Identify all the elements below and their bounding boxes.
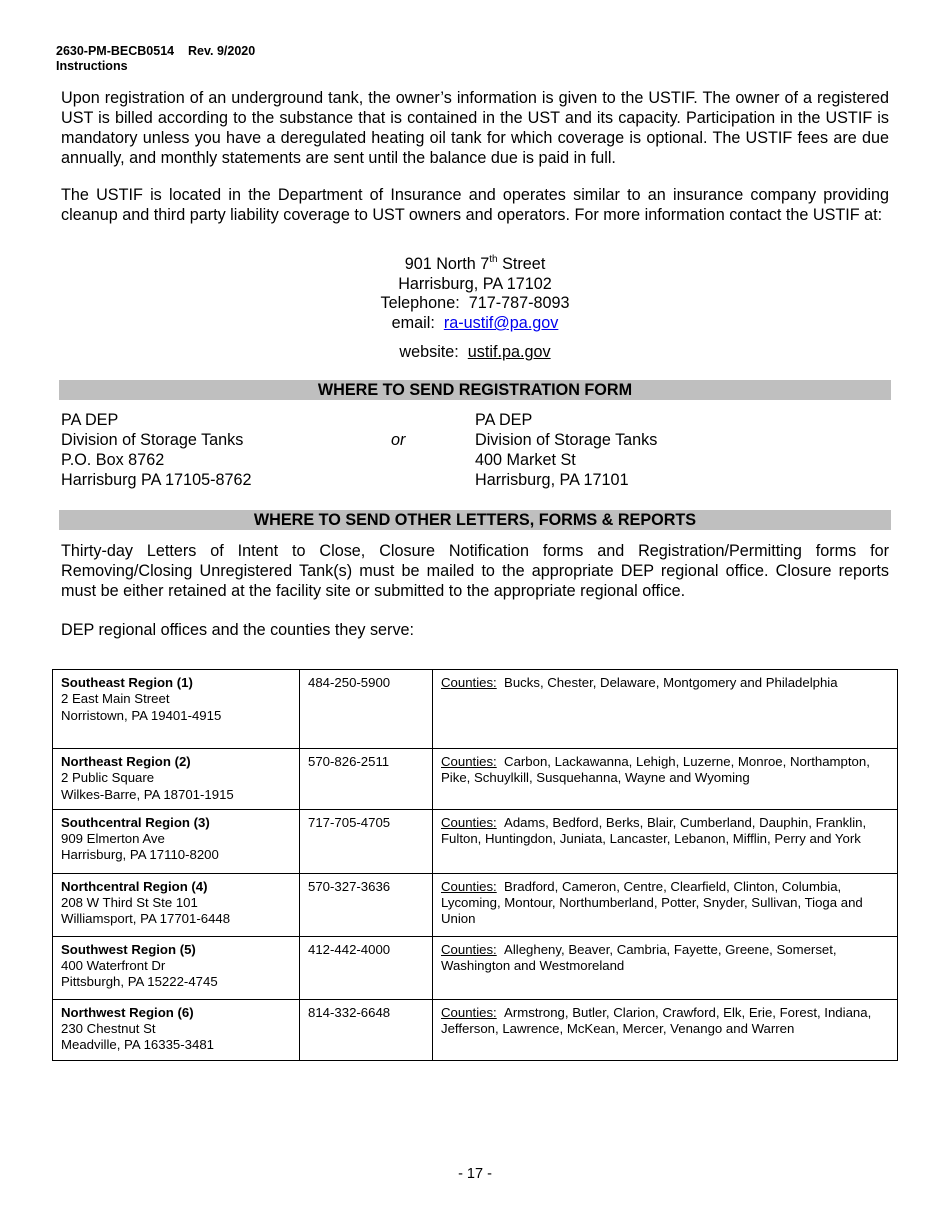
region-counties: Counties: Bucks, Chester, Delaware, Montgomery and Philadelphia	[433, 670, 898, 749]
regional-offices-table	[52, 669, 898, 1061]
region-phone: 814-332-6648	[300, 999, 433, 1060]
form-id: 2630-PM-BECB0514	[56, 44, 175, 58]
registration-address-street: PA DEP Division of Storage Tanks 400 Market St Harrisburg, PA 17101	[475, 411, 658, 489]
ustif-intro-paragraph: Upon registration of an underground tank, the owner’s information is given to the USTIF. The owner of a registered UST is billed according to the substance that is contained in the UST and its capacity. Participation in the USTIF is mandatory unless you have a deregulated heating oil tank for which coverage is optional. The USTIF fees are due annually, and monthly statements are sent until the balance due is paid in full.	[61, 89, 889, 167]
table-row	[53, 809, 898, 873]
region-phone: 412-442-4000	[300, 936, 433, 999]
form-revision: Rev. 9/2020	[188, 44, 256, 58]
registration-address-po-box: PA DEP Division of Storage Tanks P.O. Box 8762 Harrisburg PA 17105-8762	[61, 411, 252, 489]
page-number: - 17 -	[458, 1166, 492, 1182]
form-section: Instructions	[56, 59, 128, 73]
ustif-website-link[interactable]: ustif.pa.gov	[467, 343, 551, 361]
ustif-location-paragraph: The USTIF is located in the Department of Insurance and operates similar to an insurance company providing cleanup and third party liability coverage to UST owners and operators. For more information contact the USTIF at:	[61, 186, 889, 224]
region-counties: Counties: Bradford, Cameron, Centre, Clearfield, Clinton, Columbia, Lycoming, Montour, Northumberland, Potter, Snyder, Sullivan, Tioga and Union	[433, 873, 898, 936]
region-address: Northcentral Region (4) 208 W Third St Ste 101 Williamsport, PA 17701-6448	[53, 873, 300, 936]
ustif-email-link[interactable]: ra-ustif@pa.gov	[443, 314, 559, 332]
table-row	[53, 999, 898, 1060]
ustif-email-line: email: ra-ustif@pa.gov	[391, 314, 559, 332]
registration-or: or	[391, 431, 406, 449]
region-phone: 570-327-3636	[300, 873, 433, 936]
region-address: Southcentral Region (3) 909 Elmerton Ave Harrisburg, PA 17110-8200	[53, 809, 300, 873]
region-counties: Counties: Adams, Bedford, Berks, Blair, Cumberland, Dauphin, Franklin, Fulton, Huntingdon, Juniata, Lancaster, Lebanon, Mifflin, Perry and York	[433, 809, 898, 873]
region-counties: Counties: Carbon, Lackawanna, Lehigh, Luzerne, Monroe, Northampton, Pike, Schuylkill, Susquehanna, Wayne and Wyoming	[433, 749, 898, 810]
region-address: Northwest Region (6) 230 Chestnut St Meadville, PA 16335-3481	[53, 999, 300, 1060]
table-row	[53, 670, 898, 749]
region-address: Southeast Region (1) 2 East Main Street Norristown, PA 19401-4915	[53, 670, 300, 749]
region-address: Northeast Region (2) 2 Public Square Wilkes-Barre, PA 18701-1915	[53, 749, 300, 810]
region-counties: Counties: Armstrong, Butler, Clarion, Crawford, Elk, Erie, Forest, Indiana, Jefferson, Lawrence, McKean, Mercer, Venango and Warren	[433, 999, 898, 1060]
other-reports-paragraph: Thirty-day Letters of Intent to Close, Closure Notification forms and Registration/Permitting forms for Removing/Closing Unregistered Tank(s) must be mailed to the appropriate DEP regional office. Closure reports must be either retained at the facility site or submitted to the appropriate regional office.	[61, 542, 889, 600]
ustif-street: 901 North 7th Street	[404, 253, 546, 273]
form-header	[56, 44, 255, 74]
table-row	[53, 873, 898, 936]
region-address: Southwest Region (5) 400 Waterfront Dr Pittsburgh, PA 15222-4745	[53, 936, 300, 999]
ustif-city: Harrisburg, PA 17102	[398, 275, 552, 293]
region-phone: 570-826-2511	[300, 749, 433, 810]
table-row	[53, 749, 898, 810]
ustif-telephone: Telephone: 717-787-8093	[380, 294, 570, 312]
other-reports-heading: WHERE TO SEND OTHER LETTERS, FORMS & REPORTS	[59, 510, 891, 530]
regional-offices-intro: DEP regional offices and the counties they serve:	[61, 621, 415, 639]
region-counties: Counties: Allegheny, Beaver, Cambria, Fayette, Greene, Somerset, Washington and Westmoreland	[433, 936, 898, 999]
table-row	[53, 936, 898, 999]
region-phone: 484-250-5900	[300, 670, 433, 749]
region-phone: 717-705-4705	[300, 809, 433, 873]
ustif-website-line: website: ustif.pa.gov	[399, 343, 551, 361]
registration-heading: WHERE TO SEND REGISTRATION FORM	[59, 380, 891, 400]
